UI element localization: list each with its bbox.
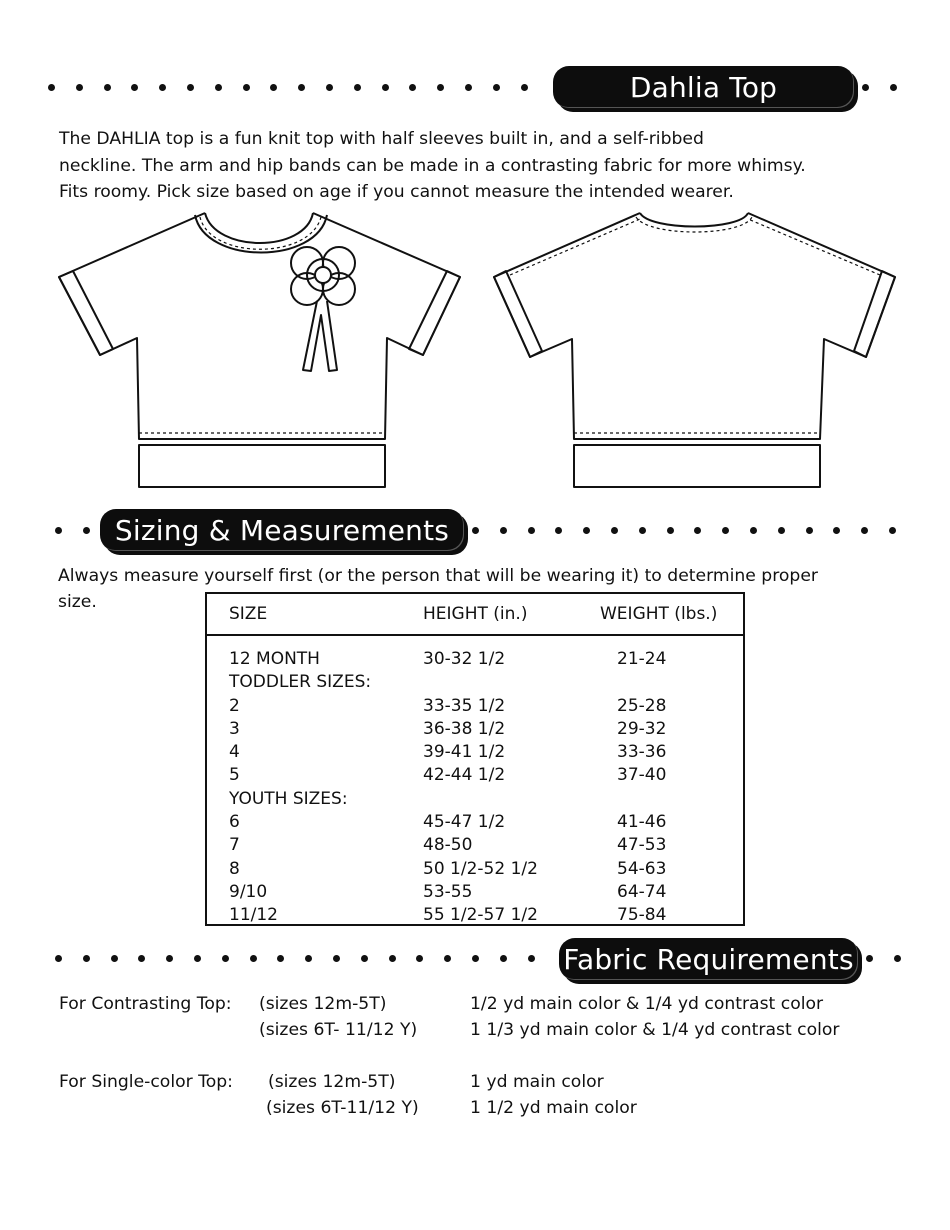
dot (583, 527, 590, 534)
size-chart-row (207, 858, 743, 881)
column-header-height: HEIGHT (in.) (423, 604, 528, 624)
header-divider (207, 634, 743, 636)
dot (444, 955, 451, 962)
size-cell: 7 (229, 835, 240, 856)
weight-cell: 29-32 (617, 718, 667, 739)
dot (611, 527, 618, 534)
height-cell: 50 1/2-52 1/2 (423, 858, 538, 879)
section-title-sizing (100, 509, 464, 551)
weight-cell: 37-40 (617, 765, 667, 786)
height-cell: 33-35 1/2 (423, 695, 506, 716)
fabric-single-amount-b: 1 1/2 yd main color (470, 1098, 637, 1118)
height-cell: 39-41 1/2 (423, 742, 506, 763)
weight-cell: 41-46 (617, 812, 667, 833)
dot (437, 84, 444, 91)
height-cell: 48-50 (423, 835, 473, 856)
dot (277, 955, 284, 962)
dot (866, 955, 873, 962)
dot (833, 527, 840, 534)
weight-cell: 75-84 (617, 905, 667, 926)
size-chart-body (207, 648, 743, 928)
garment-front-illustration (55, 205, 465, 495)
dot (416, 955, 423, 962)
dot (222, 955, 229, 962)
page-title: Dahlia Top (629, 70, 778, 104)
dot (326, 84, 333, 91)
dot (521, 84, 528, 91)
dot (104, 84, 111, 91)
dot (528, 955, 535, 962)
dot (194, 955, 201, 962)
intro-line: Fits roomy. Pick size based on age if you cannot measure the intended wearer. (59, 182, 734, 202)
size-cell: 12 MONTH (229, 649, 320, 669)
dot (639, 527, 646, 534)
dot (361, 955, 368, 962)
size-cell: 5 (229, 765, 240, 786)
dotted-rule-sizing-right (472, 525, 908, 537)
dot (694, 527, 701, 534)
dot (187, 84, 194, 91)
dot (382, 84, 389, 91)
weight-cell: 47-53 (617, 835, 667, 856)
dot (465, 84, 472, 91)
dot (138, 955, 145, 962)
size-cell: YOUTH SIZES: (229, 788, 348, 809)
dot (215, 84, 222, 91)
size-cell: TODDLER SIZES: (229, 672, 372, 693)
fabric-title: Fabric Requirements (563, 942, 854, 976)
weight-cell: 33-36 (617, 742, 667, 763)
dot (131, 84, 138, 91)
fabric-single-label: For Single-color Top: (59, 1072, 233, 1092)
dot (55, 955, 62, 962)
dot (409, 84, 416, 91)
dot (493, 84, 500, 91)
intro-line: The DAHLIA top is a fun knit top with half sleeves built in, and a self-ribbed (59, 129, 704, 149)
dot (55, 527, 62, 534)
measure-note-line: size. (58, 592, 97, 612)
dot (166, 955, 173, 962)
size-chart-row (207, 788, 743, 811)
dot (778, 527, 785, 534)
dot (159, 84, 166, 91)
dot (894, 955, 901, 962)
dot (889, 527, 896, 534)
dot (528, 527, 535, 534)
dot (890, 84, 897, 91)
dot (333, 955, 340, 962)
fabric-single-size-a: (sizes 12m-5T) (268, 1072, 396, 1092)
size-cell: 4 (229, 742, 240, 763)
dot (354, 84, 361, 91)
size-chart-row (207, 764, 743, 787)
dot (389, 955, 396, 962)
fabric-contrasting-label: For Contrasting Top: (59, 994, 232, 1014)
section-title-dahlia-top (553, 66, 854, 108)
dot (472, 955, 479, 962)
size-chart-header (207, 604, 743, 634)
measure-note-line: Always measure yourself first (or the person that will be wearing it) to determine proper (58, 566, 818, 586)
section-title-fabric (559, 938, 858, 980)
dot (76, 84, 83, 91)
dot (806, 527, 813, 534)
fabric-contrasting-amount-b: 1 1/3 yd main color & 1/4 yd contrast color (470, 1020, 840, 1040)
size-cell: 2 (229, 695, 240, 716)
dotted-rule-fabric-left (55, 953, 555, 965)
weight-cell: 21-24 (617, 649, 667, 669)
fabric-single-size-b: (sizes 6T-11/12 Y) (266, 1098, 419, 1118)
size-chart-row (207, 671, 743, 694)
dot (111, 955, 118, 962)
dot (555, 527, 562, 534)
size-chart-row (207, 811, 743, 834)
dot (472, 527, 479, 534)
dot (83, 527, 90, 534)
intro-paragraph (59, 126, 919, 206)
height-cell: 36-38 1/2 (423, 718, 506, 739)
height-cell: 30-32 1/2 (423, 649, 506, 669)
dot (500, 527, 507, 534)
size-cell: 8 (229, 858, 240, 879)
height-cell: 42-44 1/2 (423, 765, 506, 786)
dotted-rule-top (48, 82, 548, 94)
dot (722, 527, 729, 534)
size-chart-row (207, 695, 743, 718)
size-chart-table (205, 592, 745, 926)
dot (305, 955, 312, 962)
dot (862, 84, 869, 91)
dot (750, 527, 757, 534)
dot (667, 527, 674, 534)
height-cell: 53-55 (423, 881, 473, 902)
dot (500, 955, 507, 962)
intro-line: neckline. The arm and hip bands can be made in a contrasting fabric for more whimsy. (59, 155, 806, 176)
height-cell: 55 1/2-57 1/2 (423, 905, 538, 926)
fabric-contrasting-size-a: (sizes 12m-5T) (259, 994, 387, 1014)
weight-cell: 25-28 (617, 695, 667, 716)
size-cell: 11/12 (229, 905, 278, 926)
size-chart-row (207, 881, 743, 904)
dot (298, 84, 305, 91)
size-chart-row (207, 904, 743, 927)
dot (83, 955, 90, 962)
dot (48, 84, 55, 91)
dotted-rule-fabric-right (866, 953, 910, 965)
dotted-rule-sizing-left (55, 525, 99, 537)
dot (270, 84, 277, 91)
column-header-size: SIZE (229, 604, 268, 624)
dotted-rule-top-right (862, 82, 906, 94)
size-cell: 3 (229, 718, 240, 739)
weight-cell: 64-74 (617, 881, 667, 902)
fabric-single-amount-a: 1 yd main color (470, 1072, 604, 1092)
size-cell: 6 (229, 812, 240, 833)
size-chart-row (207, 834, 743, 857)
size-cell: 9/10 (229, 881, 268, 902)
dot (861, 527, 868, 534)
sizing-title: Sizing & Measurements (114, 513, 450, 547)
column-header-weight: WEIGHT (lbs.) (600, 604, 718, 624)
size-chart-row (207, 718, 743, 741)
weight-cell: 54-63 (617, 858, 667, 879)
height-cell: 45-47 1/2 (423, 812, 506, 833)
fabric-contrasting-amount-a: 1/2 yd main color & 1/4 yd contrast color (470, 994, 824, 1014)
fabric-contrasting-size-b: (sizes 6T- 11/12 Y) (259, 1020, 418, 1040)
dot (243, 84, 250, 91)
size-chart-row (207, 741, 743, 764)
garment-back-illustration (490, 205, 900, 495)
dot (250, 955, 257, 962)
size-chart-row (207, 648, 743, 671)
